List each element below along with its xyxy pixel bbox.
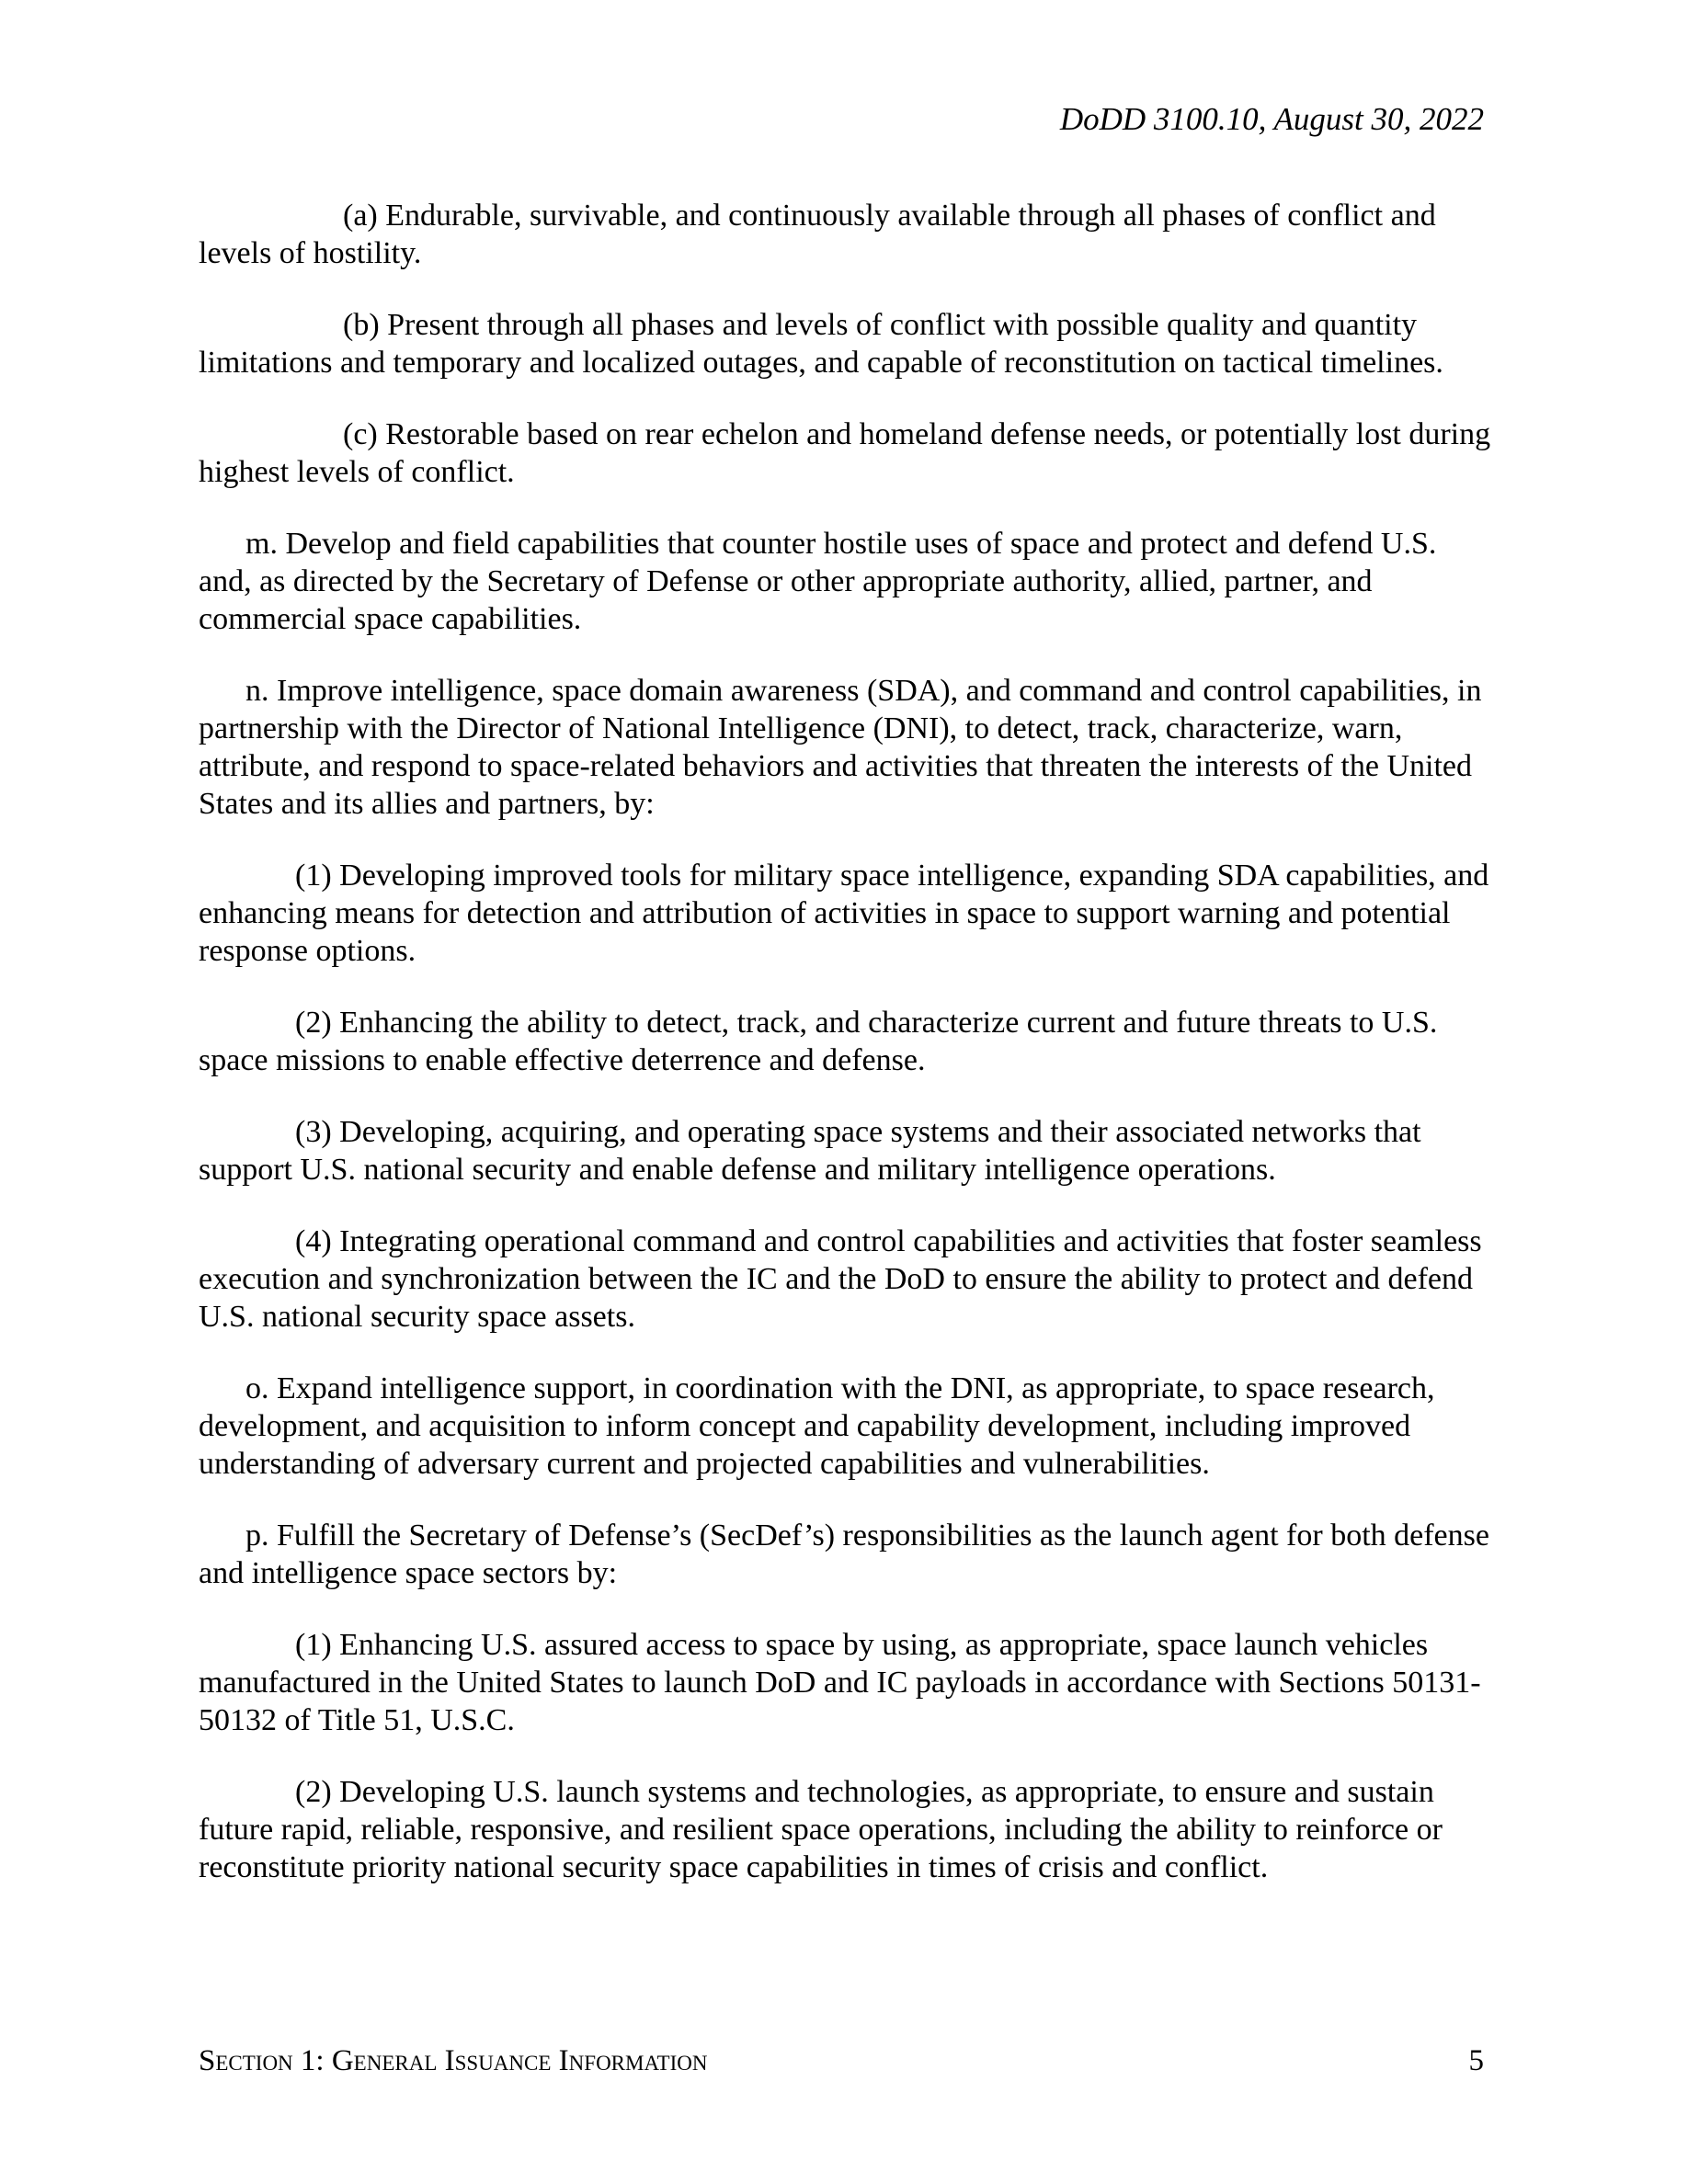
paragraph-m: m. Develop and field capabilities that counter hostile uses of space and protect and defend U.S. and, as directed by the Secretary of Defense or other appropriate authority, allied, partner, and commercial space capabilities. xyxy=(199,527,1437,636)
document-body xyxy=(199,197,1497,1920)
paragraph-o: o. Expand intelligence support, in coordination with the DNI, as appropriate, to space research, development, and acquisition to inform concept and capability development, including improved understanding of adversary current and projected capabilities and vulnerabilities. xyxy=(199,1371,1435,1481)
paragraph-n-2: (2) Enhancing the ability to detect, track, and characterize current and future threats to U.S. space missions to enable effective deterrence and defense. xyxy=(199,1006,1438,1077)
paragraph-n: n. Improve intelligence, space domain awareness (SDA), and command and control capabilities, in partnership with the Director of National Intelligence (DNI), to detect, track, characterize, warn, attribute, and respond to space-related behaviors and activities that threaten the interests of the United States and its allies and partners, by: xyxy=(199,674,1482,821)
running-footer xyxy=(199,2041,1484,2081)
paragraph-b: (b) Present through all phases and levels of conflict with possible quality and quantity limitations and temporary and localized outages, and capable of reconstitution on tactical timelines. xyxy=(199,308,1443,380)
footer-section-title: Section 1: General Issuance Information xyxy=(199,2044,708,2077)
paragraph-c: (c) Restorable based on rear echelon and homeland defense needs, or potentially lost during highest levels of conflict. xyxy=(199,417,1491,489)
paragraph-p-2: (2) Developing U.S. launch systems and technologies, as appropriate, to ensure and sustain future rapid, reliable, responsive, and resilient space operations, including the ability to reinforce or reconstitute priority national security space capabilities in times of crisis and conflict. xyxy=(199,1775,1443,1884)
running-header: DoDD 3100.10, August 30, 2022 xyxy=(1059,101,1484,137)
paragraph-n-4: (4) Integrating operational command and control capabilities and activities that foster seamless execution and synchronization between the IC and the DoD to ensure the ability to protect and defend U.S. national security space assets. xyxy=(199,1224,1482,1334)
paragraph-p-1: (1) Enhancing U.S. assured access to space by using, as appropriate, space launch vehicles manufactured in the United States to launch DoD and IC payloads in accordance with Sections 50131-50132 of Title 51, U.S.C. xyxy=(199,1628,1481,1737)
paragraph-p: p. Fulfill the Secretary of Defense’s (SecDef’s) responsibilities as the launch agent for both defense and intelligence space sectors by: xyxy=(199,1519,1489,1590)
paragraph-n-1: (1) Developing improved tools for military space intelligence, expanding SDA capabilities, and enhancing means for detection and attribution of activities in space to support warning and potential response options. xyxy=(199,859,1489,968)
paragraph-a: (a) Endurable, survivable, and continuously available through all phases of conflict and levels of hostility. xyxy=(199,199,1436,270)
paragraph-n-3: (3) Developing, acquiring, and operating space systems and their associated networks that support U.S. national security and enable defense and military intelligence operations. xyxy=(199,1115,1421,1187)
page-number: 5 xyxy=(1468,2044,1484,2077)
